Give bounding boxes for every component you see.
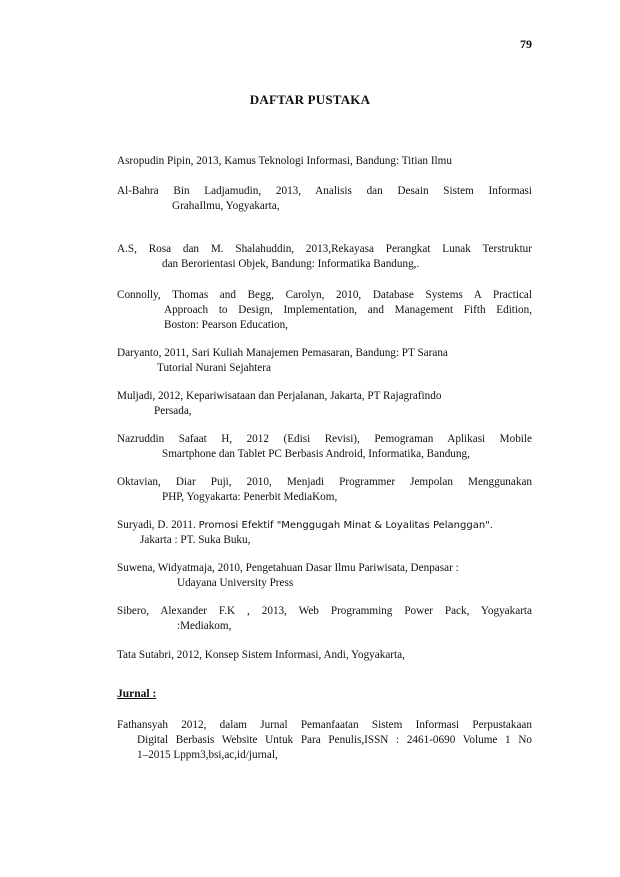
reference-continuation: Udayana University Press [177, 577, 294, 589]
page-number: 79 [520, 37, 532, 51]
reference-title-part: Promosi Efektif "Menggugah Minat & Loyalitas Pelanggan". [198, 520, 493, 531]
reference-continuation: PHP, Yogyakarta: Penerbit MediaKom, [162, 491, 338, 503]
journal-section-heading: Jurnal : [117, 688, 157, 700]
reference-continuation: GrahaIlmu, Yogyakarta, [172, 200, 280, 212]
reference-item [117, 432, 532, 462]
reference-item [117, 154, 532, 169]
reference-line: Suwena, Widyatmaja, 2010, Pengetahuan Dasar Ilmu Pariwisata, Denpasar : [117, 562, 459, 574]
reference-line: Oktavian, Diar Puji, 2010, Menjadi Programmer Jempolan Menggunakan [117, 476, 532, 488]
reference-item [117, 346, 532, 376]
reference-line: Nazruddin Safaat H, 2012 (Edisi Revisi), Pemograman Aplikasi Mobile [117, 433, 532, 445]
reference-continuation: Smartphone dan Tablet PC Berbasis Android, Informatika, Bandung, [162, 448, 470, 460]
reference-continuation: Digital Berbasis Website Untuk Para Penulis,ISSN : 2461-0690 Volume 1 No [137, 734, 532, 746]
journal-reference-item [117, 718, 532, 763]
reference-line: A.S, Rosa dan M. Shalahuddin, 2013,Rekayasa Perangkat Lunak Terstruktur [117, 243, 532, 255]
reference-continuation: Boston: Pearson Education, [164, 319, 288, 331]
reference-continuation: Tutorial Nurani Sejahtera [157, 362, 271, 374]
reference-line: Al-Bahra Bin Ladjamudin, 2013, Analisis dan Desain Sistem Informasi [117, 185, 532, 197]
reference-continuation: 1–2015 Lppm3,bsi,ac,id/jurnal, [137, 749, 278, 761]
reference-continuation: :Mediakom, [177, 620, 232, 632]
page-title: DAFTAR PUSTAKA [249, 92, 371, 107]
reference-item [117, 561, 532, 591]
reference-continuation: Approach to Design, Implementation, and Management Fifth Edition, [164, 304, 532, 316]
reference-item [117, 184, 532, 214]
reference-item [117, 518, 532, 548]
reference-author-part: Suryadi, D. 2011. [117, 519, 199, 531]
reference-line: Tata Sutabri, 2012, Konsep Sistem Informasi, Andi, Yogyakarta, [117, 649, 405, 661]
reference-line: Sibero, Alexander F.K , 2013, Web Programming Power Pack, Yogyakarta [117, 605, 532, 617]
reference-item [117, 288, 532, 333]
reference-item [117, 648, 532, 663]
reference-line: Asropudin Pipin, 2013, Kamus Teknologi Informasi, Bandung: Titian Ilmu [117, 155, 452, 167]
reference-line [117, 518, 532, 533]
reference-item [117, 475, 532, 505]
reference-line: Daryanto, 2011, Sari Kuliah Manajemen Pemasaran, Bandung: PT Sarana [117, 347, 448, 359]
reference-line: Fathansyah 2012, dalam Jurnal Pemanfaatan Sistem Informasi Perpustakaan [117, 719, 532, 731]
reference-line: Connolly, Thomas and Begg, Carolyn, 2010, Database Systems A Practical [117, 289, 532, 301]
reference-item [117, 604, 532, 634]
reference-line: Muljadi, 2012, Kepariwisataan dan Perjalanan, Jakarta, PT Rajagrafindo [117, 390, 442, 402]
reference-continuation: Jakarta : PT. Suka Buku, [140, 534, 251, 546]
reference-item [117, 242, 532, 272]
reference-continuation: dan Berorientasi Objek, Bandung: Informatika Bandung,. [162, 258, 420, 270]
reference-continuation: Persada, [154, 405, 192, 417]
reference-item [117, 389, 532, 419]
